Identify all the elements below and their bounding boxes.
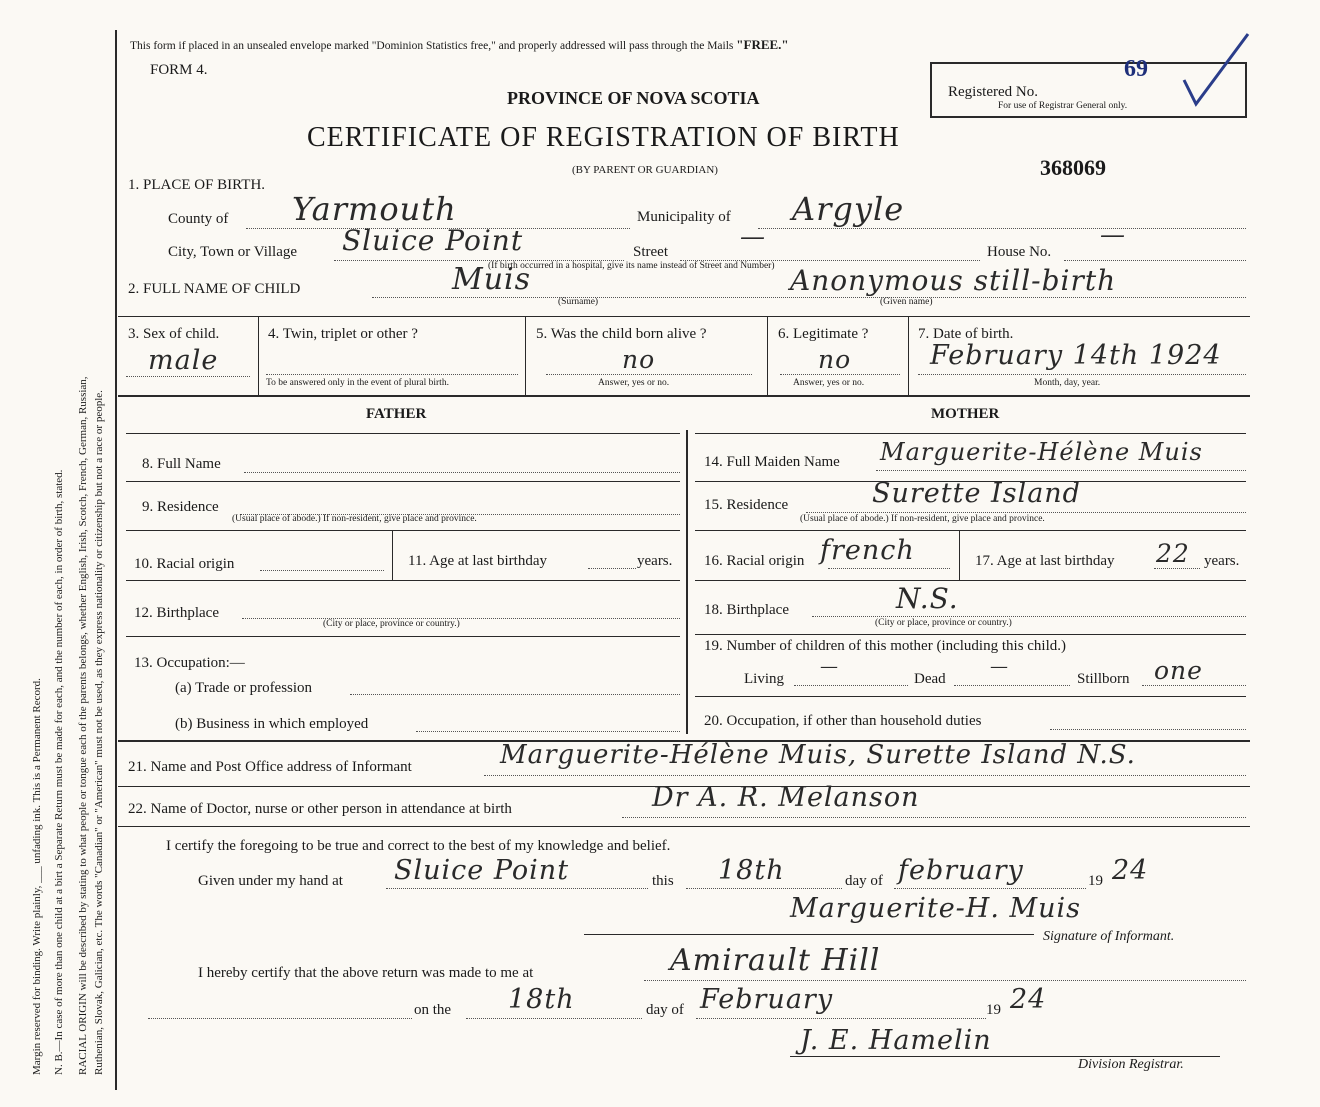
mother-name-label: 14. Full Maiden Name <box>704 454 840 470</box>
margin-note-binding: Margin reserved for binding. Write plainly, ___ unfading ink. This is a Permanent Record. <box>31 678 43 1075</box>
check-mark-icon <box>1182 32 1252 112</box>
house-value: — <box>1100 220 1126 249</box>
living-label: Living <box>744 671 784 687</box>
child-surname: Muis <box>452 262 532 297</box>
mother-children-label: 19. Number of children of this mother (including this child.) <box>704 638 1067 654</box>
father-business-label: (b) Business in which employed <box>175 716 369 732</box>
father-age-label: 11. Age at last birthday <box>408 553 547 569</box>
twin-note: To be answered only in the event of plural birth. <box>266 378 449 388</box>
twin-label: 4. Twin, triplet or other ? <box>268 326 418 342</box>
place-heading: 1. PLACE OF BIRTH. <box>128 177 266 193</box>
city-label: City, Town or Village <box>168 244 298 260</box>
given-name-caption: (Given name) <box>880 297 933 307</box>
father-name-label: 8. Full Name <box>142 456 221 472</box>
given-label: Given under my hand at <box>198 873 343 889</box>
dob-caption: Month, day, year. <box>1034 378 1101 388</box>
doctor-label: 22. Name of Doctor, nurse or other person in attendance at birth <box>128 801 512 817</box>
street-label: Street <box>633 244 668 260</box>
city-value: Sluice Point <box>342 224 524 257</box>
mother-age-value: 22 <box>1156 539 1190 568</box>
municipality-value: Argyle <box>792 190 905 228</box>
certificate-title: CERTIFICATE OF REGISTRATION OF BIRTH <box>307 122 900 153</box>
child-name-label: 2. FULL NAME OF CHILD <box>128 281 301 297</box>
dead-value: — <box>990 656 1009 677</box>
registrar-year: 24 <box>1010 984 1047 1015</box>
county-label: County of <box>168 211 229 227</box>
mother-residence-caption: (Usual place of abode.) If non-resident, give place and province. <box>800 514 1045 524</box>
mother-birthplace-caption: (City or place, province or country.) <box>875 618 1012 628</box>
registrar-signature: J. E. Hamelin <box>800 1025 992 1056</box>
mother-birthplace-value: N.S. <box>896 582 959 615</box>
mother-years: years. <box>1204 553 1240 569</box>
margin-note-racial-origin-cont: Ruthenian, Slovak, Galician, etc. The words "Canadian" or "American" must not be used, as they express nationality or citizenship but not a race or people. <box>93 390 105 1075</box>
house-label: House No. <box>987 244 1052 260</box>
father-racial-label: 10. Racial origin <box>134 556 235 572</box>
registrar-note: For use of Registrar General only. <box>998 101 1128 111</box>
registered-label: Registered No. <box>948 84 1038 100</box>
given-place: Sluice Point <box>394 855 570 886</box>
dead-label: Dead <box>914 671 946 687</box>
this-label: this <box>652 873 674 889</box>
father-trade-label: (a) Trade or profession <box>175 680 313 696</box>
registered-box <box>930 56 1247 118</box>
certify-day-of-label: day of <box>845 873 883 889</box>
certify-year: 24 <box>1112 855 1149 886</box>
mother-birthplace-label: 18. Birthplace <box>704 602 789 618</box>
stillborn-value: one <box>1154 656 1203 685</box>
alive-caption: Answer, yes or no. <box>598 378 670 388</box>
registrar-day: 18th <box>508 984 575 1015</box>
doctor-value: Dr A. R. Melanson <box>652 782 920 813</box>
alive-value: no <box>622 345 656 374</box>
mother-racial-value: french <box>820 535 915 566</box>
county-value: Yarmouth <box>292 190 457 228</box>
certificate-subtitle: (BY PARENT OR GUARDIAN) <box>572 164 718 176</box>
registrar-day-of-label: day of <box>646 1002 684 1018</box>
form-number: FORM 4. <box>150 62 208 78</box>
mail-notice: This form if placed in an unsealed envelope marked "Dominion Statistics free," and properly addressed will pass through the Mails "FREE." <box>130 37 789 52</box>
sex-value: male <box>148 345 219 376</box>
margin-note-multiple-births: N. B.—In case of more than one child at a birt a Separate Return must be made for each, and the number of each, in order of birth, stated. <box>53 469 65 1075</box>
certify-month: february <box>898 855 1024 886</box>
registrar-year-prefix: 19 <box>986 1002 1001 1018</box>
mother-residence-value: Surette Island <box>872 478 1081 509</box>
mother-occupation-label: 20. Occupation, if other than household duties <box>704 713 982 729</box>
mother-racial-label: 16. Racial origin <box>704 553 805 569</box>
registrar-place: Amirault Hill <box>670 943 881 978</box>
serial-number: 368069 <box>1040 155 1106 180</box>
legitimate-caption: Answer, yes or no. <box>793 378 865 388</box>
father-residence-label: 9. Residence <box>142 499 219 515</box>
informant-label: 21. Name and Post Office address of Informant <box>128 759 412 775</box>
informant-value: Marguerite-Hélène Muis, Surette Island N.S. <box>500 740 1136 770</box>
certify-year-prefix: 19 <box>1088 873 1103 889</box>
living-value: — <box>820 656 839 677</box>
mother-age-label: 17. Age at last birthday <box>975 553 1115 569</box>
child-given-name: Anonymous still-birth <box>790 264 1117 297</box>
province-title: PROVINCE OF NOVA SCOTIA <box>507 88 760 108</box>
dob-value: February 14th 1924 <box>930 340 1222 371</box>
informant-signature: Marguerite-H. Muis <box>790 893 1082 924</box>
father-occupation-label: 13. Occupation:— <box>134 655 245 671</box>
registrar-statement: I hereby certify that the above return was made to me at <box>198 965 534 981</box>
alive-label: 5. Was the child born alive ? <box>536 326 707 342</box>
father-birthplace-label: 12. Birthplace <box>134 605 219 621</box>
registrar-on-label: on the <box>414 1002 452 1018</box>
mother-name-value: Marguerite-Hélène Muis <box>880 438 1203 466</box>
registered-number: 69 <box>1124 56 1148 82</box>
father-heading: FATHER <box>366 406 427 422</box>
margin-rule <box>115 30 117 1090</box>
mother-heading: MOTHER <box>931 406 1000 422</box>
hospital-note: (If birth occurred in a hospital, give its name instead of Street and Number) <box>488 261 775 271</box>
sex-label: 3. Sex of child. <box>128 326 220 342</box>
municipality-label: Municipality of <box>637 209 731 225</box>
registrar-caption: Division Registrar. <box>1078 1057 1184 1072</box>
street-value: — <box>740 222 766 251</box>
legitimate-value: no <box>818 345 852 374</box>
certify-statement: I certify the foregoing to be true and correct to the best of my knowledge and belief. <box>166 838 671 854</box>
legitimate-label: 6. Legitimate ? <box>778 326 869 342</box>
father-years: years. <box>637 553 673 569</box>
surname-caption: (Surname) <box>558 297 599 307</box>
signature-caption: Signature of Informant. <box>1043 929 1175 944</box>
stillborn-label: Stillborn <box>1077 671 1130 687</box>
dob-label: 7. Date of birth. <box>918 326 1014 342</box>
mother-residence-label: 15. Residence <box>704 497 789 513</box>
margin-note-racial-origin: RACIAL ORIGIN will be described by stating to what people or tongue each of the parents belongs, whether English, Irish, Scotch, French, German, Russian, <box>77 376 89 1075</box>
certify-day: 18th <box>718 855 785 886</box>
registrar-month: February <box>700 984 834 1015</box>
father-birthplace-caption: (City or place, province or country.) <box>323 619 460 629</box>
father-residence-caption: (Usual place of abode.) If non-resident, give place and province. <box>232 514 477 524</box>
